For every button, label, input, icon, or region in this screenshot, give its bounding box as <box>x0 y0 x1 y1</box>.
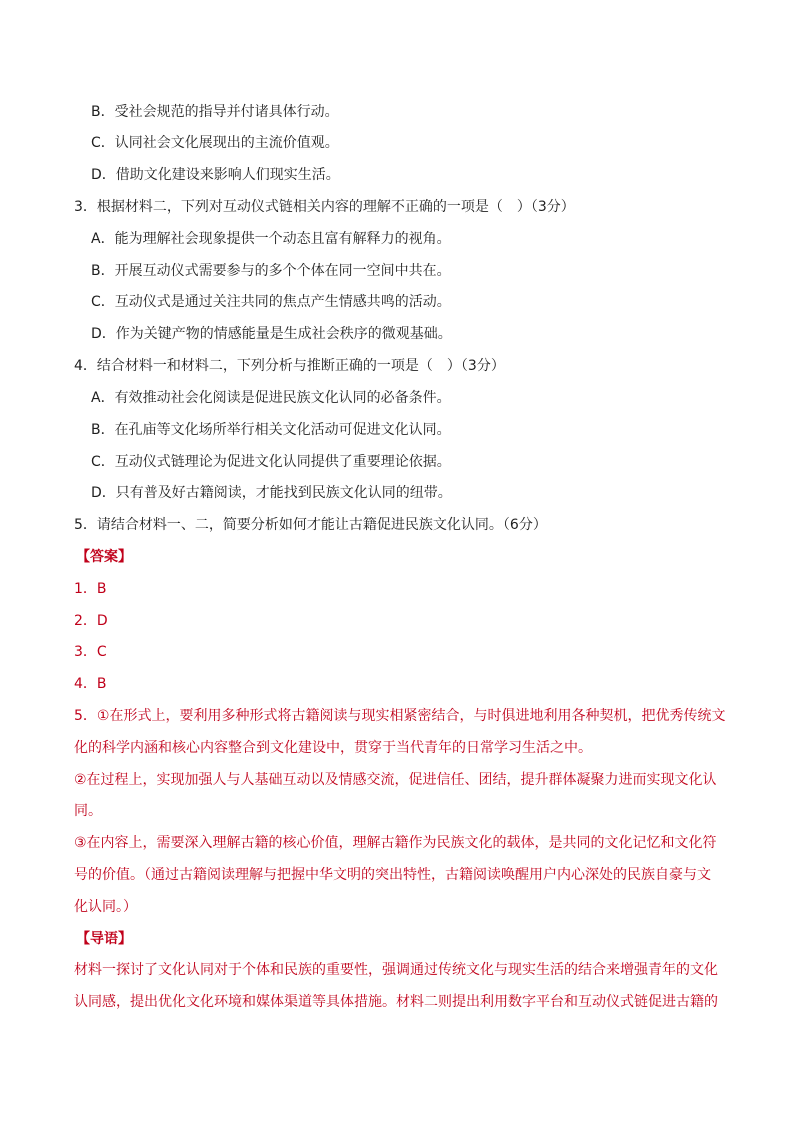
guide-header: 【导语】 <box>76 931 132 947</box>
q3-option-a: A．能为理解社会现象提供一个动态且富有解释力的视角。 <box>91 231 451 247</box>
answer-2: 2．D <box>74 613 108 629</box>
answer-header: 【答案】 <box>76 549 132 565</box>
q4-option-d: D．只有普及好古籍阅读，才能找到民族文化认同的纽带。 <box>91 485 452 501</box>
answer-5-line-1: 5．①在形式上，要利用多种形式将古籍阅读与现实相紧密结合，与时俱进地利用各种契机，把优秀传统文 <box>74 708 726 724</box>
q4-option-a: A．有效推动社会化阅读是促进民族文化认同的必备条件。 <box>91 390 451 406</box>
guide-line-2: 认同感，提出优化文化环境和媒体渠道等具体措施。材料二则提出利用数字平台和互动仪式链促进古籍的 <box>74 994 718 1010</box>
q4-stem: 4．结合材料一和材料二，下列分析与推断正确的一项是（ ）（3分） <box>74 358 505 374</box>
answer-5-line-6: 号的价值。（通过古籍阅读理解与把握中华文明的突出特性，古籍阅读唤醒用户内心深处的民族自豪与文 <box>74 867 711 883</box>
q3-option-c: C．互动仪式是通过关注共同的焦点产生情感共鸣的活动。 <box>91 294 451 310</box>
answer-5-line-7: 化认同。） <box>74 899 137 915</box>
q4-option-c: C．互动仪式链理论为促进文化认同提供了重要理论依据。 <box>91 454 451 470</box>
q2-option-b: B．受社会规范的指导并付诸具体行动。 <box>91 104 339 120</box>
answer-5-line-4: 同。 <box>74 803 102 819</box>
answer-4: 4．B <box>74 676 107 692</box>
answer-5-line-2: 化的科学内涵和核心内容整合到文化建设中，贯穿于当代青年的日常学习生活之中。 <box>74 740 592 756</box>
guide-line-1: 材料一探讨了文化认同对于个体和民族的重要性，强调通过传统文化与现实生活的结合来增强青年的文化 <box>74 962 718 978</box>
answer-5-line-3: ②在过程上，实现加强人与人基础互动以及情感交流，促进信任、团结，提升群体凝聚力进而实现文化认 <box>74 772 717 788</box>
q5-stem: 5．请结合材料一、二，简要分析如何才能让古籍促进民族文化认同。（6分） <box>74 517 547 533</box>
q2-option-d: D．借助文化建设来影响人们现实生活。 <box>91 167 340 183</box>
q4-option-b: B．在孔庙等文化场所举行相关文化活动可促进文化认同。 <box>91 422 451 438</box>
q3-option-b: B．开展互动仪式需要参与的多个个体在同一空间中共在。 <box>91 263 451 279</box>
q3-option-d: D．作为关键产物的情感能量是生成社会秩序的微观基础。 <box>91 326 452 342</box>
answer-5-line-5: ③在内容上，需要深入理解古籍的核心价值，理解古籍作为民族文化的载体，是共同的文化记忆和文化符 <box>74 835 717 851</box>
q3-stem: 3．根据材料二，下列对互动仪式链相关内容的理解不正确的一项是（ ）（3分） <box>74 199 575 215</box>
q2-option-c: C．认同社会文化展现出的主流价值观。 <box>91 135 339 151</box>
answer-3: 3．C <box>74 644 107 660</box>
answer-1: 1．B <box>74 581 107 597</box>
